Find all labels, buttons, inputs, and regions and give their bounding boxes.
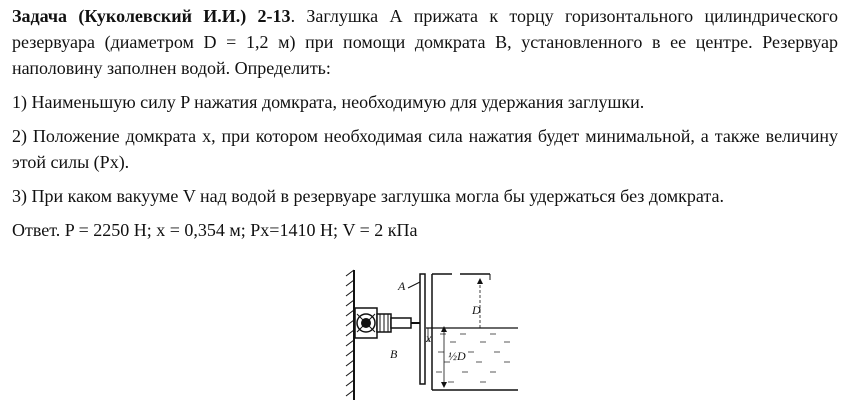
- problem-text: [12, 3, 838, 251]
- answer: Ответ. P = 2250 Н; x = 0,354 м; Px=1410 Н; V = 2 кПа: [12, 220, 418, 240]
- plug: [408, 274, 425, 384]
- problem-description: . Заглушка А прижата к торцу горизонтального цилиндрического резервуара (диаметром D = 1,2 м) при помощи домкрата В, установленного в ее центре. Резервуар наполовину заполнен водой. Определить:: [12, 6, 838, 78]
- label-x: x: [426, 331, 432, 345]
- question-3: 3) При каком вакууме V над водой в резервуаре заглушка могла бы удержаться без домкрата.: [12, 186, 724, 206]
- water: [426, 328, 518, 382]
- label-d: D: [472, 303, 481, 317]
- question-1: 1) Наименьшую силу P нажатия домкрата, необходимую для удержания заглушки.: [12, 92, 645, 112]
- problem-statement: [12, 3, 838, 81]
- label-b: B: [390, 347, 398, 361]
- tank-diagram: [340, 262, 520, 412]
- label-half-d: ½D: [448, 349, 466, 363]
- problem-title: Задача (Куколевский И.И.) 2-13: [12, 6, 291, 26]
- wall: [346, 270, 354, 400]
- question-2: 2) Положение домкрата x, при котором необходимая сила нажатия будет минимальной, а также величину этой силы (Px).: [12, 126, 838, 172]
- jack: [355, 308, 420, 338]
- dimension-half-d: [441, 326, 447, 388]
- label-a: A: [398, 279, 406, 293]
